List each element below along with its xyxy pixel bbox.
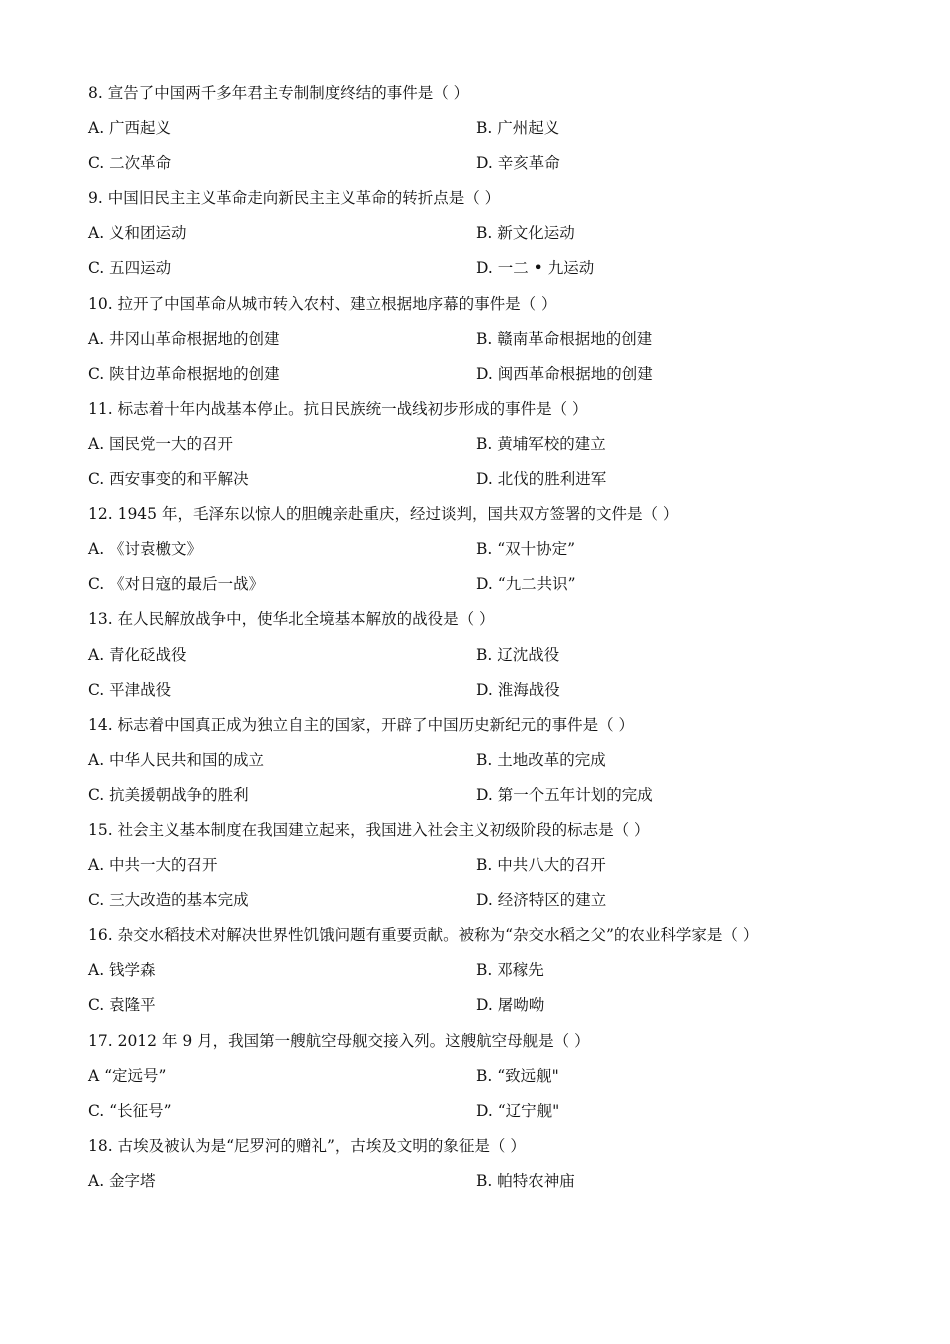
question-16-options-row-2 xyxy=(88,988,868,1023)
question-10-option-c: C. 陕甘边革命根据地的创建 xyxy=(88,364,280,383)
question-12-stem: 12. 1945 年，毛泽东以惊人的胆魄亲赴重庆，经过谈判，国共双方签署的文件是（ ） xyxy=(88,505,679,524)
question-10-option-d: D. 闽西革命根据地的创建 xyxy=(476,364,653,383)
question-15-option-a: A. 中共一大的召开 xyxy=(88,856,218,875)
question-16-stem: 16. 杂交水稻技术对解决世界性饥饿问题有重要贡献。被称为“杂交水稻之父”的农业科学家是（ ） xyxy=(88,926,759,945)
question-13-option-c: C. 平津战役 xyxy=(88,680,172,699)
question-12-option-d: D. “九二共识” xyxy=(476,575,576,594)
question-15-option-c: C. 三大改造的基本完成 xyxy=(88,891,249,910)
question-12-options-row-2 xyxy=(88,567,868,602)
question-15-option-d: D. 经济特区的建立 xyxy=(476,891,607,910)
question-10-stem: 10. 拉开了中国革命从城市转入农村、建立根据地序幕的事件是（ ） xyxy=(88,294,557,313)
question-9-option-a: A. 义和团运动 xyxy=(88,224,187,243)
question-14-options-row-1 xyxy=(88,743,868,778)
question-16-option-a: A. 钱学森 xyxy=(88,961,156,980)
question-10-options-row-1 xyxy=(88,322,868,357)
question-11-options-row-2 xyxy=(88,462,868,497)
question-14-option-d: D. 第一个五年计划的完成 xyxy=(476,785,653,804)
question-12-option-c: C. 《对日寇的最后一战》 xyxy=(88,575,265,594)
question-13-option-b: B. 辽沈战役 xyxy=(476,645,560,664)
question-8-options-row-1 xyxy=(88,111,868,146)
question-18-option-a: A. 金字塔 xyxy=(88,1171,156,1190)
question-8-option-b: B. 广州起义 xyxy=(476,119,560,138)
question-10-option-a: A. 井冈山革命根据地的创建 xyxy=(88,329,280,348)
question-15-options-row-2 xyxy=(88,883,868,918)
question-10-option-b: B. 赣南革命根据地的创建 xyxy=(476,329,653,348)
question-9-options-row-1 xyxy=(88,216,868,251)
question-14-options-row-2 xyxy=(88,778,868,813)
question-14-option-c: C. 抗美援朝战争的胜利 xyxy=(88,785,249,804)
question-8-option-c: C. 二次革命 xyxy=(88,154,172,173)
question-10-options-row-2 xyxy=(88,357,868,392)
question-11-option-c: C. 西安事变的和平解决 xyxy=(88,470,249,489)
question-17-stem: 17. 2012 年 9 月，我国第一艘航空母舰交接入列。这艘航空母舰是（ ） xyxy=(88,1031,590,1050)
question-12-option-b: B. “双十协定” xyxy=(476,540,576,559)
question-17-options-row-1 xyxy=(88,1059,868,1094)
question-15-stem: 15. 社会主义基本制度在我国建立起来，我国进入社会主义初级阶段的标志是（ ） xyxy=(88,820,650,839)
question-16-option-d: D. 屠呦呦 xyxy=(476,996,545,1015)
question-8-option-a: A. 广西起义 xyxy=(88,119,172,138)
question-15-option-b: B. 中共八大的召开 xyxy=(476,856,606,875)
question-11-option-d: D. 北伐的胜利进军 xyxy=(476,470,607,489)
question-17-option-a: A “定远号” xyxy=(88,1066,167,1085)
question-14-stem: 14. 标志着中国真正成为独立自主的国家，开辟了中国历史新纪元的事件是（ ） xyxy=(88,715,635,734)
question-8-options-row-2 xyxy=(88,146,868,181)
question-9-stem: 9. 中国旧民主主义革命走向新民主主义革命的转折点是（ ） xyxy=(88,189,501,208)
question-11-options-row-1 xyxy=(88,427,868,462)
question-13-option-d: D. 淮海战役 xyxy=(476,680,560,699)
question-8-option-d: D. 辛亥革命 xyxy=(476,154,560,173)
question-12-options-row-1 xyxy=(88,532,868,567)
question-9-option-b: B. 新文化运动 xyxy=(476,224,575,243)
question-18-option-b: B. 帕特农神庙 xyxy=(476,1171,575,1190)
question-12-option-a: A. 《讨袁檄文》 xyxy=(88,540,203,559)
question-18-stem: 18. 古埃及被认为是“尼罗河的赠礼”，古埃及文明的象征是（ ） xyxy=(88,1136,526,1155)
question-11-stem: 11. 标志着十年内战基本停止。抗日民族统一战线初步形成的事件是（ ） xyxy=(88,399,588,418)
question-13-options-row-1 xyxy=(88,638,868,673)
question-13-option-a: A. 青化砭战役 xyxy=(88,645,187,664)
question-14-option-a: A. 中华人民共和国的成立 xyxy=(88,750,265,769)
question-8-stem: 8. 宣告了中国两千多年君主专制制度终结的事件是（ ） xyxy=(88,84,470,102)
exam-page xyxy=(88,76,868,1199)
question-13-stem: 13. 在人民解放战争中，使华北全境基本解放的战役是（ ） xyxy=(88,610,495,629)
question-13-options-row-2 xyxy=(88,673,868,708)
question-14-option-b: B. 土地改革的完成 xyxy=(476,750,606,769)
question-9-option-c: C. 五四运动 xyxy=(88,259,172,278)
question-16-option-b: B. 邓稼先 xyxy=(476,961,544,980)
question-17-option-c: C. “长征号” xyxy=(88,1101,172,1120)
question-17-option-d: D. “辽宁舰" xyxy=(476,1101,560,1120)
question-17-option-b: B. “致远舰" xyxy=(476,1066,559,1085)
question-11-option-b: B. 黄埔军校的建立 xyxy=(476,434,606,453)
question-15-options-row-1 xyxy=(88,848,868,883)
question-17-options-row-2 xyxy=(88,1094,868,1129)
question-11-option-a: A. 国民党一大的召开 xyxy=(88,434,234,453)
question-16-options-row-1 xyxy=(88,953,868,988)
question-16-option-c: C. 袁隆平 xyxy=(88,996,156,1015)
question-18-options-row-1 xyxy=(88,1164,868,1199)
question-9-option-d: D. 一二 • 九运动 xyxy=(476,259,595,278)
question-9-options-row-2 xyxy=(88,251,868,286)
